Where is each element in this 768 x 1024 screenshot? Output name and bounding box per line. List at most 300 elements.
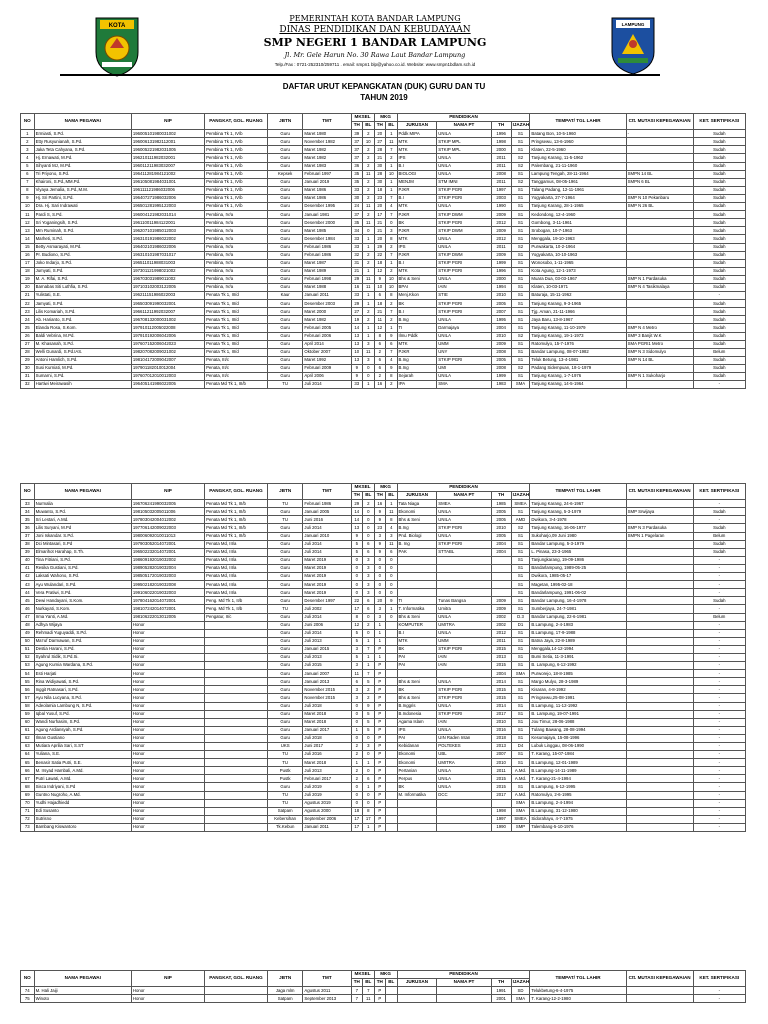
table-cell: [626, 597, 693, 605]
table-cell: 2008: [491, 364, 511, 372]
table-cell: [626, 791, 693, 799]
table-cell: Guru: [267, 508, 303, 516]
table-cell: Guru: [267, 316, 303, 324]
table-cell: S1: [511, 203, 530, 211]
col-nip: NIP: [131, 971, 204, 987]
table-cell: Jaga mlm: [267, 987, 303, 995]
table-cell: 22: [351, 597, 363, 605]
table-cell: Tanjung Karang, 11-10-1979: [530, 324, 626, 332]
table-cell: TU: [267, 381, 303, 389]
table-cell: 44: [21, 589, 35, 597]
table-cell: [626, 564, 693, 572]
table-row: [21, 235, 746, 243]
table-cell: T. Karang-12-2-1980: [530, 995, 626, 1003]
table-cell: 8: [363, 807, 375, 815]
table-cell: -: [693, 500, 745, 508]
table-cell: 60: [21, 718, 35, 726]
col-nama: NAMA PEGAWAI: [34, 484, 131, 500]
table-row: [21, 743, 746, 751]
table-cell: 1: [386, 324, 398, 332]
table-cell: Pembina, IV/a: [205, 275, 268, 283]
table-cell: 5: [21, 162, 35, 170]
table-cell: 11: [363, 170, 375, 178]
table-cell: P: [374, 645, 386, 653]
table-cell: Penata Md Tk 1, III/b: [205, 508, 268, 516]
table-cell: [386, 767, 398, 775]
table-cell: 2: [363, 251, 375, 259]
table-row: [21, 500, 746, 508]
table-cell: 46: [21, 605, 35, 613]
table-cell: 23: [374, 524, 386, 532]
table-cell: [626, 743, 693, 751]
table-cell: [205, 662, 268, 670]
table-cell: [626, 678, 693, 686]
table-cell: Guru: [267, 734, 303, 742]
table-cell: 2: [363, 686, 375, 694]
table-cell: B.I: [397, 629, 437, 637]
mksel-th: TH: [351, 492, 363, 500]
table-cell: Penata Tk 1, III/d: [205, 324, 268, 332]
table-cell: Januari 2011: [303, 823, 351, 831]
table-cell: 2004: [491, 540, 511, 548]
table-cell: 3: [363, 589, 375, 597]
table-cell: UNY: [437, 348, 491, 356]
table-cell: [626, 516, 693, 524]
table-cell: Batang Bon, 10-5-1960: [530, 130, 626, 138]
table-cell: Tk.Kebun: [267, 823, 303, 831]
table-cell: MTK: [397, 203, 437, 211]
table-cell: MTK: [397, 637, 437, 645]
table-cell: 14: [351, 516, 363, 524]
table-cell: Ratomulyo, 15-7-1976: [530, 340, 626, 348]
table-cell: 12: [21, 219, 35, 227]
table-cell: 3: [363, 581, 375, 589]
col-mutasi: Ctt. MUTASI KEPEGAWAIAN: [626, 484, 693, 500]
table-cell: PAI: [397, 653, 437, 661]
table-cell: 198207082009021002: [131, 348, 204, 356]
table-cell: 8: [374, 332, 386, 340]
table-cell: 31: [351, 259, 363, 267]
table-cell: Hj. Sri Partini, S.Pd.: [34, 194, 131, 202]
table-cell: 198905282019032004: [131, 564, 204, 572]
table-cell: -: [693, 573, 745, 581]
table-cell: Sudah: [693, 219, 745, 227]
table-cell: Perpus: [397, 775, 437, 783]
table-cell: S1: [511, 308, 530, 316]
table-cell: P: [374, 734, 386, 742]
table-cell: STTABL: [437, 548, 491, 556]
table-cell: Elanda Rosa, S.Kom.: [34, 324, 131, 332]
table-cell: Guru: [267, 308, 303, 316]
table-cell: [626, 686, 693, 694]
table-row: [21, 162, 746, 170]
table-cell: 5: [363, 718, 375, 726]
table-cell: -: [693, 662, 745, 670]
col-ijazah: IJAZAH: [511, 122, 530, 130]
table-cell: Tanjung Karang, 11-5-1962: [530, 154, 626, 162]
table-cell: Satpam: [267, 807, 303, 815]
table-cell: September 2013: [303, 995, 351, 1003]
table-cell: P: [374, 767, 386, 775]
table-cell: Februari 1986: [303, 251, 351, 259]
table-cell: 9: [374, 548, 386, 556]
table-cell: TI: [397, 324, 437, 332]
table-cell: PAI: [397, 734, 437, 742]
table-cell: 5: [351, 637, 363, 645]
table-cell: STKIP PGRI: [437, 645, 491, 653]
table-cell: [386, 726, 398, 734]
table-cell: Tanjung Karang, 1-7-1976: [530, 373, 626, 381]
table-cell: [626, 548, 693, 556]
emblem-label: KOTA: [108, 23, 126, 29]
table-cell: Maret 1988: [303, 283, 351, 291]
table-cell: 2015: [491, 775, 511, 783]
table-cell: [205, 629, 268, 637]
table-cell: Maret 1982: [303, 154, 351, 162]
table-cell: [437, 807, 491, 815]
table-cell: S1: [511, 573, 530, 581]
table-cell: UNILA: [437, 373, 491, 381]
table-cell: 6: [363, 775, 375, 783]
table-cell: 3: [351, 686, 363, 694]
table-cell: Dewi Handayani, S.Kom.: [34, 597, 131, 605]
table-cell: STKIP PGRI: [437, 267, 491, 275]
table-cell: -: [693, 734, 745, 742]
col-nama-pt: NAMA PT: [437, 492, 491, 500]
table-cell: 7: [363, 987, 375, 995]
table-cell: Guru: [267, 783, 303, 791]
table-cell: Sudah: [693, 275, 745, 283]
table-cell: [626, 621, 693, 629]
table-cell: 2011: [491, 637, 511, 645]
table-cell: 27: [374, 138, 386, 146]
table-cell: Menj.Kkon: [397, 292, 437, 300]
table-cell: 198106222013012005: [131, 613, 204, 621]
table-cell: S1: [511, 235, 530, 243]
table-cell: Penata Tk 1, III/d: [205, 300, 268, 308]
table-cell: Dci Mintasari, S.Pd: [34, 540, 131, 548]
table-cell: 11: [363, 219, 375, 227]
table-cell: Juli 2013: [303, 653, 351, 661]
table-cell: Januari 2019: [303, 178, 351, 186]
table-cell: MTK: [397, 138, 437, 146]
table-cell: [437, 799, 491, 807]
table-row: [21, 219, 746, 227]
table-row: [21, 203, 746, 211]
table-cell: Sudah: [693, 340, 745, 348]
table-row: [21, 629, 746, 637]
table-cell: Dwikora, 1985-05-17: [530, 573, 626, 581]
table-cell: Baturaja, 15-11-1962: [530, 292, 626, 300]
table-cell: Guru: [267, 162, 303, 170]
table-cell: [205, 759, 268, 767]
table-cell: [205, 807, 268, 815]
table-cell: Juli 2015: [303, 662, 351, 670]
table-cell: 8: [386, 516, 398, 524]
table-cell: Pardi S, S.Pd.: [34, 211, 131, 219]
table-cell: -: [693, 995, 745, 1003]
table-cell: PJKR: [397, 211, 437, 219]
table-cell: B.Lampung, 31-12-1980: [530, 807, 626, 815]
table-cell: Guru: [267, 597, 303, 605]
table-cell: 198105032005011006: [131, 508, 204, 516]
table-cell: SMA: [511, 799, 530, 807]
table-cell: 45: [21, 597, 35, 605]
table-cell: Januari 2007: [303, 670, 351, 678]
table-cell: Bandarlampung, 1989-05-25: [530, 564, 626, 572]
gov-name: PEMERINTAH KOTA BANDAR LAMPUNG: [289, 14, 461, 23]
col-tahun: TH: [491, 122, 511, 130]
table-cell: Rina Widiyawati, S.Pd.: [34, 678, 131, 686]
table-cell: 72: [21, 815, 35, 823]
table-row: [21, 178, 746, 186]
table-cell: -: [693, 759, 745, 767]
table-cell: 197903052014072001: [131, 540, 204, 548]
table-cell: [626, 995, 693, 1003]
table-cell: [626, 718, 693, 726]
table-cell: Sudah: [693, 235, 745, 243]
table-cell: Juli 2016: [303, 751, 351, 759]
table-cell: 29: [351, 300, 363, 308]
table-cell: 49: [21, 629, 35, 637]
table-cell: [437, 556, 491, 564]
table-cell: [626, 162, 693, 170]
table-cell: 7: [386, 146, 398, 154]
table-cell: S1: [511, 348, 530, 356]
table-row: [21, 783, 746, 791]
table-cell: 1999: [491, 373, 511, 381]
table-cell: Honor: [131, 783, 204, 791]
table-cell: 0: [351, 710, 363, 718]
table-cell: 2: [363, 146, 375, 154]
table-row: [21, 815, 746, 823]
table-cell: [437, 823, 491, 831]
table-cell: 3: [386, 532, 398, 540]
table-cell: 1: [363, 823, 375, 831]
table-cell: STKIP PGRI: [437, 219, 491, 227]
table-cell: 11: [363, 283, 375, 291]
table-cell: UNILA: [437, 726, 491, 734]
table-cell: Guru: [267, 524, 303, 532]
table-cell: [491, 556, 511, 564]
table-cell: [437, 589, 491, 597]
table-cell: 9: [363, 702, 375, 710]
col-ijazah: IJAZAH: [511, 492, 530, 500]
table-cell: Penata Md, III/a: [205, 581, 268, 589]
table-cell: 3: [351, 645, 363, 653]
table-cell: 2011: [491, 154, 511, 162]
table-cell: 22: [374, 251, 386, 259]
table-cell: [626, 629, 693, 637]
table-cell: MTK: [397, 340, 437, 348]
table-cell: Guru: [267, 718, 303, 726]
table-row: [21, 194, 746, 202]
table-cell: 0: [363, 227, 375, 235]
table-cell: 58: [21, 702, 35, 710]
table-cell: Jumyati, S.Pd.: [34, 267, 131, 275]
table-cell: 0: [374, 556, 386, 564]
table-cell: 65: [21, 759, 35, 767]
table-cell: 2011: [491, 162, 511, 170]
table-cell: 196708132000031002: [131, 316, 204, 324]
table-cell: 21: [351, 267, 363, 275]
table-cell: Guru: [267, 548, 303, 556]
table-cell: 6: [363, 597, 375, 605]
table-cell: 29: [21, 356, 35, 364]
mkg-bl: BL: [386, 122, 398, 130]
table-cell: S1: [511, 702, 530, 710]
table-cell: 2011: [491, 767, 511, 775]
table-cell: Ermiasti, S.Pd.: [34, 130, 131, 138]
table-cell: 3: [363, 573, 375, 581]
table-cell: [205, 653, 268, 661]
table-cell: -: [693, 694, 745, 702]
table-cell: UNILA: [437, 170, 491, 178]
table-cell: Guru: [267, 556, 303, 564]
table-cell: 36: [21, 524, 35, 532]
table-cell: [626, 211, 693, 219]
table-cell: 5: [351, 629, 363, 637]
table-cell: B. Ing: [397, 540, 437, 548]
table-cell: [626, 662, 693, 670]
table-cell: S2: [511, 154, 530, 162]
table-cell: Penata Tk 1, III/d: [205, 316, 268, 324]
table-cell: -: [693, 807, 745, 815]
table-cell: Februari 2005: [303, 324, 351, 332]
table-cell: SMEA: [437, 500, 491, 508]
table-cell: 16: [374, 500, 386, 508]
table-row: [21, 589, 746, 597]
table-cell: 11: [374, 316, 386, 324]
col-no: NO: [21, 114, 35, 130]
table-cell: Guru: [267, 178, 303, 186]
table-cell: Guru: [267, 670, 303, 678]
table-cell: 1: [351, 726, 363, 734]
table-cell: [626, 267, 693, 275]
table-cell: Bandar Lampung, 16-4-1978: [530, 597, 626, 605]
table-cell: Ratomulyo, 2-6-1995: [530, 791, 626, 799]
table-cell: TI: [397, 597, 437, 605]
table-cell: Februari 2017: [303, 775, 351, 783]
table-cell: Adeolamia Lambung N, S.Pd.: [34, 702, 131, 710]
table-row: [21, 259, 746, 267]
table-cell: PAK: [397, 548, 437, 556]
table-cell: 12: [351, 621, 363, 629]
col-mksel: MKSEL: [351, 114, 374, 122]
table-cell: Pnd. Biologi: [397, 532, 437, 540]
table-cell: 0: [351, 783, 363, 791]
table-cell: IPA: [397, 381, 437, 389]
table-cell: [205, 686, 268, 694]
table-cell: 196703031989011002: [131, 275, 204, 283]
table-cell: 25: [21, 324, 35, 332]
table-cell: D1: [511, 621, 530, 629]
table-row: [21, 597, 746, 605]
table-cell: 2012: [491, 219, 511, 227]
table-cell: Guru: [267, 564, 303, 572]
table-cell: 6: [351, 678, 363, 686]
table-cell: 2004: [491, 324, 511, 332]
table-cell: Sudah: [693, 154, 745, 162]
table-cell: T. Karang-21-4-1994: [530, 775, 626, 783]
table-cell: 8: [386, 235, 398, 243]
table-cell: 16: [351, 283, 363, 291]
doc-title: DAFTAR URUT KEPANGKATAN (DUK) GURU DAN TU: [282, 82, 486, 91]
table-cell: 1990: [491, 823, 511, 831]
table-cell: BK: [397, 783, 437, 791]
school-address: Jl. Mr. Gele Harun No. 30 Rawa Laut Bandar Lampung: [284, 51, 466, 59]
table-cell: 28: [21, 348, 35, 356]
table-cell: Pembina, IV/a: [205, 243, 268, 251]
table-cell: Etty Rusyunianah, S.Pd.: [34, 138, 131, 146]
table-cell: 1985: [491, 500, 511, 508]
table-cell: Honor: [131, 734, 204, 742]
table-cell: B.I: [397, 194, 437, 202]
table-cell: 29: [374, 243, 386, 251]
table-cell: 54: [21, 670, 35, 678]
table-cell: 37: [351, 154, 363, 162]
table-cell: Sudah: [693, 300, 745, 308]
table-cell: 9: [351, 532, 363, 540]
table-cell: 3: [351, 694, 363, 702]
table-row: [21, 364, 746, 372]
table-cell: Sudah: [693, 548, 745, 556]
table-row: [21, 718, 746, 726]
table-cell: STM IMNI: [437, 178, 491, 186]
table-cell: 2010: [491, 524, 511, 532]
table-cell: Muwanto, S.Pd.: [34, 508, 131, 516]
table-cell: Penata Tk 1, III/d: [205, 332, 268, 340]
table-cell: Guru: [267, 540, 303, 548]
col-tmt: TMT: [303, 114, 351, 130]
table-cell: Susi Kurniati, M.Pd.: [34, 364, 131, 372]
table-cell: 17: [351, 815, 363, 823]
col-nama-pt: NAMA PT: [437, 979, 491, 987]
table-cell: S1: [511, 605, 530, 613]
table-cell: [205, 726, 268, 734]
col-pangkat: PANGKAT, GOL. RUANG: [205, 114, 268, 130]
table-cell: Guru: [267, 710, 303, 718]
table-row: [21, 170, 746, 178]
table-cell: [386, 702, 398, 710]
table-cell: Sudah: [693, 316, 745, 324]
col-pendidikan: PENDIDIKAN: [397, 114, 530, 122]
table-cell: 2: [386, 154, 398, 162]
table-cell: 18: [351, 807, 363, 815]
table-cell: -: [693, 751, 745, 759]
table-cell: Guru: [267, 364, 303, 372]
table-cell: [491, 581, 511, 589]
table-cell: 196207101985012003: [131, 227, 204, 235]
table-cell: 11: [21, 211, 35, 219]
table-cell: 17: [363, 815, 375, 823]
table-cell: 33: [351, 292, 363, 300]
table-cell: 7: [386, 251, 398, 259]
table-cell: 5: [351, 548, 363, 556]
table-cell: S1: [511, 645, 530, 653]
table-cell: 10: [386, 283, 398, 291]
table-cell: Hartiwi Meirawasih: [34, 381, 131, 389]
table-cell: [397, 564, 437, 572]
table-cell: 18: [374, 186, 386, 194]
table-cell: April 2006: [303, 373, 351, 381]
col-mkg: MKG: [374, 971, 397, 979]
table-cell: 196310191986022002: [131, 235, 204, 243]
table-cell: [386, 718, 398, 726]
table-cell: -: [693, 292, 745, 300]
table-cell: SMP N 3 Pardasuka: [626, 524, 693, 532]
table-cell: [437, 995, 491, 1003]
